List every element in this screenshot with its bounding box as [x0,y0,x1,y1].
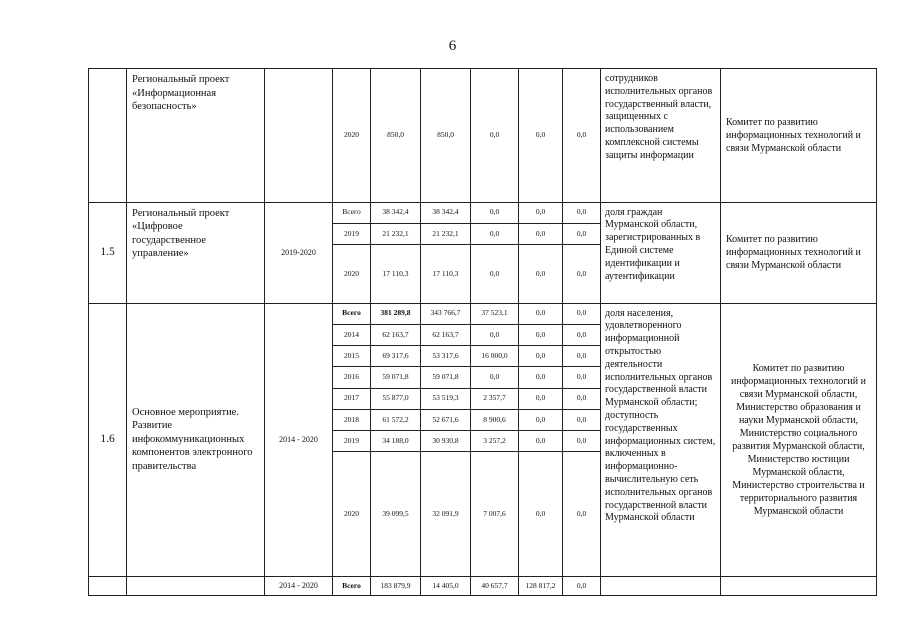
value-cell: 17 110,3 [421,244,471,303]
value-cell: 0,0 [563,576,601,595]
executor-text: Комитет по развитию информационных технологий и связи Мурманской области [721,69,877,203]
year-cell: 2019 [333,431,371,452]
value-cell: 21 232,1 [421,223,471,244]
year-cell: 2015 [333,346,371,367]
year-cell: 2014 [333,324,371,345]
value-cell: 40 657,7 [471,576,519,595]
value-cell: 0,0 [519,452,563,576]
value-cell: 0,0 [563,324,601,345]
value-cell: 0,0 [563,303,601,324]
value-cell: 0,0 [563,244,601,303]
value-cell: 0,0 [563,346,601,367]
value-cell: 30 930,8 [421,431,471,452]
value-cell: 0,0 [519,202,563,223]
table-row [89,303,877,324]
value-cell: 0,0 [563,388,601,409]
value-cell: 69 317,6 [371,346,421,367]
table-row [89,576,877,595]
value-cell: 0,0 [471,367,519,388]
year-cell: 2019 [333,223,371,244]
indicator-text: доля граждан Мурманской области, зарегистрированных в Единой системе идентификации и аутентификации [601,202,721,303]
value-cell: 850,0 [371,69,421,203]
year-cell: 2017 [333,388,371,409]
value-cell: 0,0 [563,367,601,388]
year-cell: 2020 [333,452,371,576]
value-cell: 62 163,7 [371,324,421,345]
value-cell: 52 671,6 [421,409,471,430]
period-cell: 2014 - 2020 [265,576,333,595]
value-cell: 62 163,7 [421,324,471,345]
value-cell: 53 519,3 [421,388,471,409]
value-cell: 0,0 [519,223,563,244]
executor-text: Комитет по развитию информационных технологий и связи Мурманской области [721,202,877,303]
value-cell: 55 877,0 [371,388,421,409]
value-cell: 3 257,2 [471,431,519,452]
activity-name [127,576,265,595]
value-cell: 0,0 [563,452,601,576]
value-cell: 0,0 [519,303,563,324]
value-cell: 0,0 [519,69,563,203]
value-cell: 183 879,9 [371,576,421,595]
activity-name: Региональный проект «Цифровое государственное управление» [127,202,265,303]
value-cell: 17 110,3 [371,244,421,303]
value-cell: 34 188,0 [371,431,421,452]
executor-text [721,576,877,595]
indicator-text [601,576,721,595]
row-number: 1.6 [89,303,127,576]
year-cell: 2018 [333,409,371,430]
value-cell: 0,0 [471,244,519,303]
table-row [89,202,877,223]
year-cell: Всего [333,202,371,223]
program-table [88,68,877,596]
value-cell: 0,0 [563,431,601,452]
row-number [89,69,127,203]
value-cell: 53 317,6 [421,346,471,367]
value-cell: 0,0 [519,388,563,409]
year-cell: 2020 [333,244,371,303]
value-cell: 0,0 [563,69,601,203]
value-cell: 61 572,2 [371,409,421,430]
value-cell: 0,0 [519,431,563,452]
year-cell: Всего [333,576,371,595]
value-cell: 39 099,5 [371,452,421,576]
value-cell: 59 071,8 [421,367,471,388]
value-cell: 0,0 [563,202,601,223]
value-cell: 0,0 [471,202,519,223]
value-cell: 8 900,6 [471,409,519,430]
value-cell: 0,0 [471,324,519,345]
value-cell: 21 232,1 [371,223,421,244]
table-row [89,69,877,203]
value-cell: 0,0 [563,223,601,244]
year-cell: Всего [333,303,371,324]
value-cell: 37 523,1 [471,303,519,324]
value-cell: 0,0 [563,409,601,430]
executor-text: Комитет по развитию информационных технологий и связи Мурманской области, Министерство образования и науки Мурманской области, Министерство социального развития Мурманской области, Министерство юстиции Мурманской области, Министерство строительства и территориального развития Мурманской области [721,303,877,576]
period-cell [265,69,333,203]
value-cell: 0,0 [471,223,519,244]
value-cell: 381 289,8 [371,303,421,324]
value-cell: 59 071,8 [371,367,421,388]
row-number [89,576,127,595]
value-cell: 7 007,6 [471,452,519,576]
value-cell: 14 405,0 [421,576,471,595]
value-cell: 32 091,9 [421,452,471,576]
value-cell: 38 342,4 [421,202,471,223]
indicator-text: сотрудников исполнительных органов государственный власти, защищенных с использованием комплексной системы защиты информации [601,69,721,203]
value-cell: 2 357,7 [471,388,519,409]
value-cell: 0,0 [471,69,519,203]
page-number: 6 [448,38,457,54]
value-cell: 16 000,0 [471,346,519,367]
activity-name: Региональный проект «Информационная безопасность» [127,69,265,203]
value-cell: 0,0 [519,324,563,345]
value-cell: 0,0 [519,367,563,388]
value-cell: 0,0 [519,244,563,303]
value-cell: 128 817,2 [519,576,563,595]
value-cell: 38 342,4 [371,202,421,223]
value-cell: 343 766,7 [421,303,471,324]
activity-name: Основное мероприятие. Развитие инфокоммуникационных компонентов электронного правительства [127,303,265,576]
indicator-text: доля населения, удовлетворенного информационной открытостью деятельности исполнительных органов государственной власти Мурманской области; доступность государственных информационных систем, включенных в информационно-вычислительную сеть исполнительных органов государственной власти Мурманской области [601,303,721,576]
year-cell: 2016 [333,367,371,388]
year-cell: 2020 [333,69,371,203]
row-number: 1.5 [89,202,127,303]
value-cell: 0,0 [519,409,563,430]
period-cell: 2014 - 2020 [265,303,333,576]
value-cell: 850,0 [421,69,471,203]
value-cell: 0,0 [519,346,563,367]
period-cell: 2019-2020 [265,202,333,303]
